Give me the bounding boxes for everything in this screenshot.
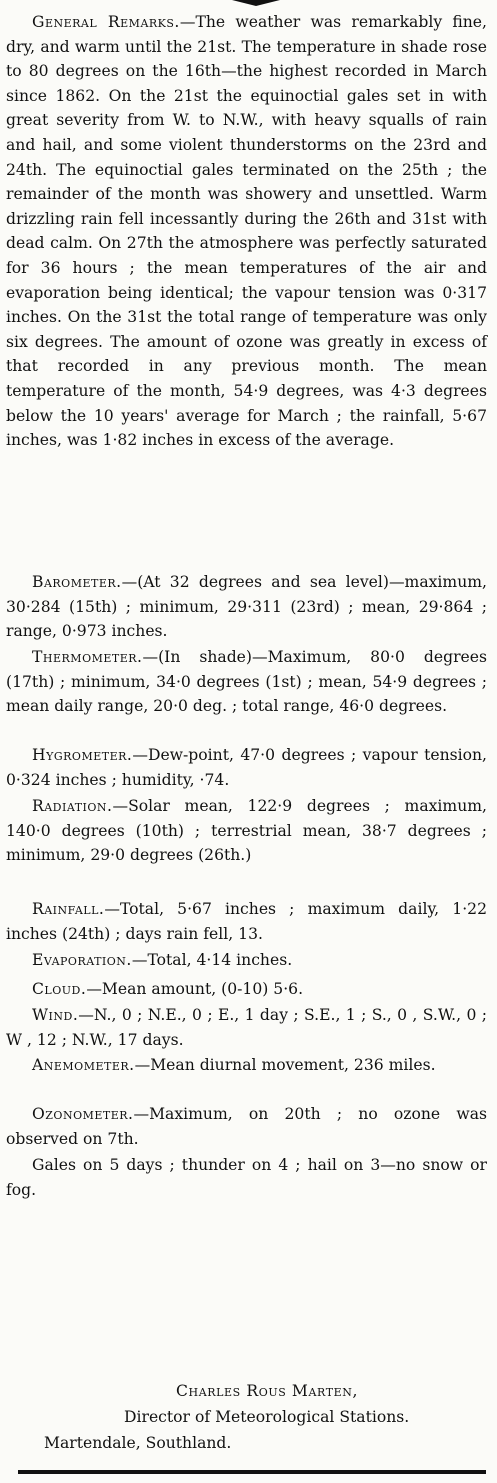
signature-name: Charles Rous Marten, (176, 1382, 359, 1400)
radiation-label: Radiation. (32, 797, 113, 815)
thermometer-paragraph (6, 645, 487, 719)
evaporation-text: —Total, 4·14 inches. (131, 951, 293, 969)
wind-paragraph (6, 1003, 487, 1052)
hygrometer-label: Hygrometer. (32, 746, 133, 764)
barometer-label: Barometer. (32, 573, 122, 591)
rainfall-text: —Total, 5·67 inches ; maximum daily, 1·22 inches (24th) ; days rain fell, 13. (6, 900, 487, 943)
radiation-text: —Solar mean, 122·9 degrees ; maximum, 140·0 degrees (10th) ; terrestrial mean, 38·7 degrees ; minimum, 29·0 degrees (26th.) (6, 797, 487, 865)
thermometer-text: —(In shade)—Maximum, 80·0 degrees (17th) ; minimum, 34·0 degrees (1st) ; mean, 54·9 degrees ; mean daily range, 20·0 deg. ; total range, 46·0 degrees. (6, 648, 487, 716)
wind-label: Wind. (32, 1006, 79, 1024)
rainfall-paragraph (6, 897, 487, 946)
ozonometer-paragraph (6, 1102, 487, 1151)
top-ornament (232, 0, 280, 6)
cloud-paragraph (6, 977, 487, 1002)
barometer-paragraph (6, 570, 487, 644)
general-remarks-text: —The weather was remarkably fine, dry, and warm until the 21st. The temperature in shade rose to 80 degrees on the 16th—the highest recorded in March since 1862. On the 21st the equinoctial gales set in with great severity from W. to N.W., with heavy squalls of rain and hail, and some violent thunderstorms on the 23rd and 24th. The equinoctial gales terminated on the 25th ; the remainder of the month was showery and unsettled. Warm drizzling rain fell incessantly during the 26th and 31st with dead calm. On 27th the atmosphere was perfectly saturated for 36 hours ; the mean temperatures of the air and evaporation being identical; the vapour tension was 0·317 inches. On the 31st the total range of temperature was only six degrees. The amount of ozone was greatly in excess of that recorded in any previous month. The mean temperature of the month, 54·9 degrees, was 4·3 degrees below the 10 years' average for March ; the rainfall, 5·67 inches, was 1·82 inches in excess of the average. (6, 13, 487, 450)
ozonometer-text: —Maximum, on 20th ; no ozone was observed on 7th. (6, 1105, 487, 1148)
signature-place: Martendale, Southland. (44, 1434, 232, 1452)
general-remarks-paragraph (6, 10, 487, 453)
rainfall-label: Rainfall. (32, 900, 105, 918)
thermometer-label: Thermometer. (32, 648, 143, 666)
hygrometer-paragraph (6, 743, 487, 792)
summary-paragraph (6, 1153, 487, 1202)
cloud-label: Cloud. (32, 980, 87, 998)
wind-text: —N., 0 ; N.E., 0 ; E., 1 day ; S.E., 1 ; S., 0 , S.W., 0 ; W , 12 ; N.W., 17 days. (6, 1006, 487, 1049)
barometer-text: —(At 32 degrees and sea level)—maximum, 30·284 (15th) ; minimum, 29·311 (23rd) ; mean, 29·864 ; range, 0·973 inches. (6, 573, 487, 641)
signature-title: Director of Meteorological Stations. (124, 1408, 410, 1426)
summary-text: Gales on 5 days ; thunder on 4 ; hail on 3—no snow or fog. (6, 1156, 487, 1199)
anemometer-paragraph (6, 1053, 487, 1078)
anemometer-text: —Mean diurnal movement, 236 miles. (134, 1056, 436, 1074)
general-remarks-label: General Remarks. (32, 13, 180, 31)
evaporation-label: Evaporation. (32, 951, 132, 969)
ozonometer-label: Ozonometer. (32, 1105, 134, 1123)
cloud-text: —Mean amount, (0-10) 5·6. (86, 980, 304, 998)
bottom-rule (18, 1470, 486, 1474)
evaporation-paragraph (6, 948, 487, 973)
radiation-paragraph (6, 794, 487, 868)
hygrometer-text: —Dew-point, 47·0 degrees ; vapour tension, 0·324 inches ; humidity, ·74. (6, 746, 487, 789)
anemometer-label: Anemometer. (32, 1056, 135, 1074)
